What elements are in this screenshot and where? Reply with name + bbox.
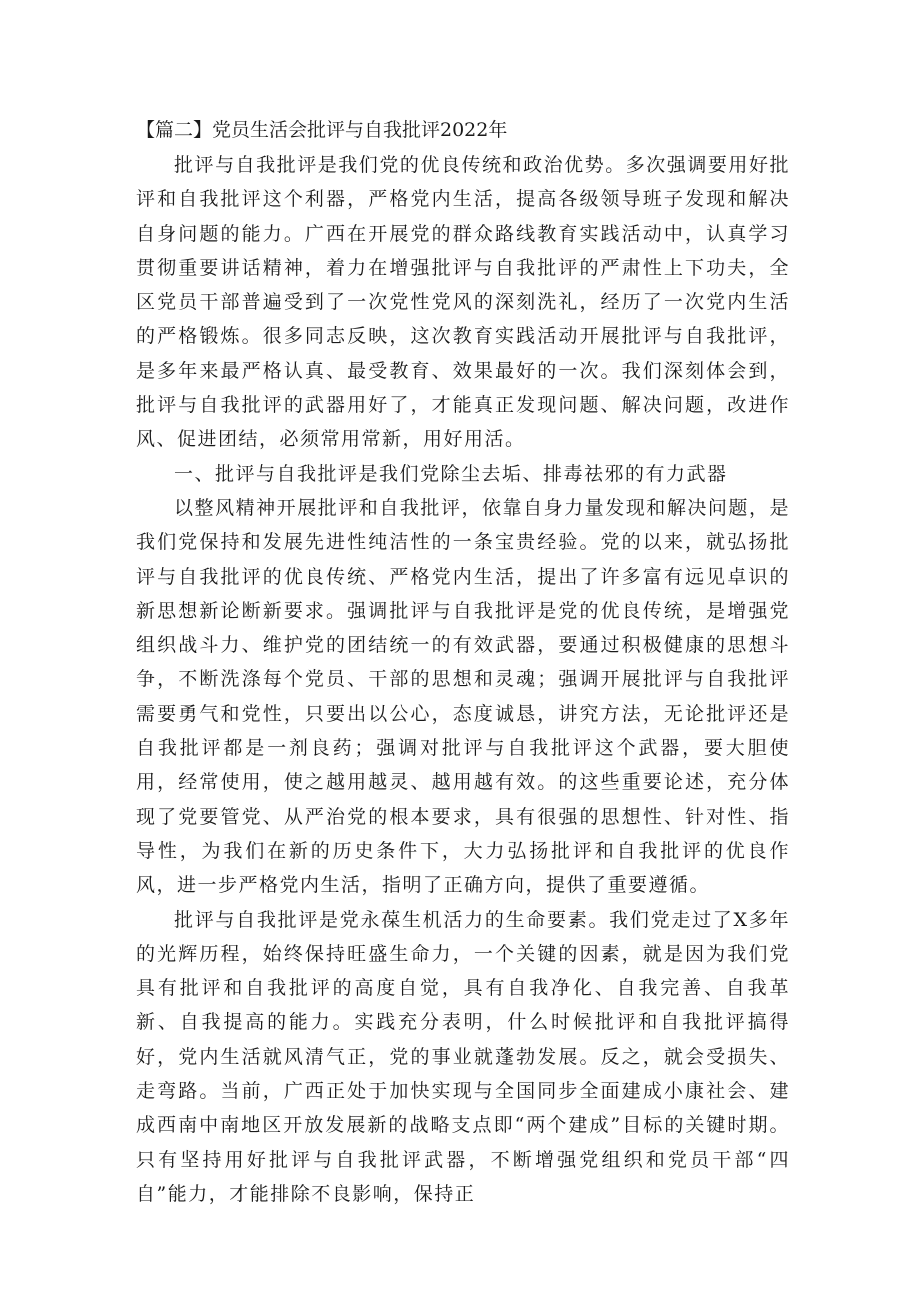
paragraph-section1-b: 批评与自我批评是党永葆生机活力的生命要素。我们党走过了X多年的光辉历程，始终保持旺盛生命力，一个关键的因素，就是因为我们党具有批评和自我批评的高度自觉，具有自我净化、自我完善、自我革新、自我提高的能力。实践充分表明，什么时候批评和自我批评搞得好，党内生活就风清气正，党的事业就蓬勃发展。反之，就会受损失、走弯路。当前，广西正处于加快实现与全国同步全面建成小康社会、建成西南中南地区开放发展新的战略支点即“两个建成”目标的关键时期。只有坚持用好批评与自我批评武器，不断增强党组织和党员干部“四自”能力，才能排除不良影响，保持正	[136, 908, 790, 1205]
document-body	[136, 112, 790, 1211]
document-title: 【篇二】党员生活会批评与自我批评2022年	[136, 119, 508, 141]
paragraph-section1-a: 以整风精神开展批评和自我批评，依靠自身力量发现和解决问题，是我们党保持和发展先进性纯洁性的一条宝贵经验。党的以来，就弘扬批评与自我批评的优良传统、严格党内生活，提出了许多富有远见卓识的新思想新论断新要求。强调批评与自我批评是党的优良传统，是增强党组织战斗力、维护党的团结统一的有效武器，要通过积极健康的思想斗争，不断洗涤每个党员、干部的思想和灵魂；强调开展批评与自我批评需要勇气和党性，只要出以公心，态度诚恳，讲究方法，无论批评还是自我批评都是一剂良药；强调对批评与自我批评这个武器，要大胆使用，经常使用，使之越用越灵、越用越有效。的这些重要论述，充分体现了党要管党、从严治党的根本要求，具有很强的思想性、针对性、指导性，为我们在新的历史条件下，大力弘扬批评和自我批评的优良作风，进一步严格党内生活，指明了正确方向，提供了重要遵循。	[136, 496, 790, 897]
paragraph-intro: 批评与自我批评是我们党的优良传统和政治优势。多次强调要用好批评和自我批评这个利器，严格党内生活，提高各级领导班子发现和解决自身问题的能力。广西在开展党的群众路线教育实践活动中，认真学习贯彻重要讲话精神，着力在增强批评与自我批评的严肃性上下功夫，全区党员干部普遍受到了一次党性党风的深刻洗礼，经历了一次党内生活的严格锻炼。很多同志反映，这次教育实践活动开展批评与自我批评，是多年来最严格认真、最受教育、效果最好的一次。我们深刻体会到，批评与自我批评的武器用好了，才能真正发现问题、解决问题，改进作风、促进团结，必须常用常新，用好用活。	[136, 154, 790, 451]
section-heading-1: 一、批评与自我批评是我们党除尘去垢、排毒祛邪的有力武器	[174, 462, 728, 485]
